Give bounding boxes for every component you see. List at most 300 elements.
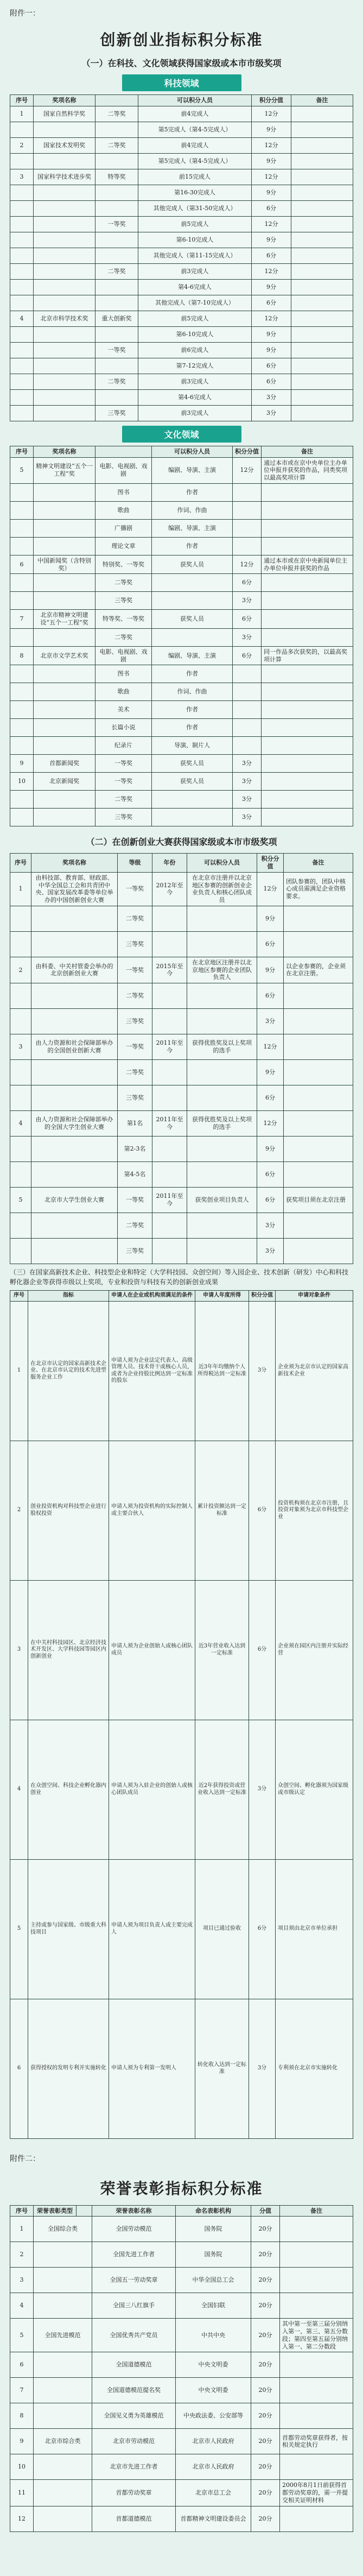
table-cell <box>34 295 95 311</box>
table-row <box>10 809 353 826</box>
table-cell <box>95 358 138 374</box>
table-cell: 4 <box>10 1111 31 1137</box>
table-row <box>10 646 353 665</box>
table-cell: 首都劳动奖章 <box>92 2480 176 2506</box>
table-cell <box>34 389 95 405</box>
table-cell: 9分 <box>257 1137 284 1162</box>
table-cell <box>34 326 95 342</box>
table-cell: 中华全国总工会 <box>176 2268 251 2293</box>
table-cell <box>187 906 257 931</box>
attachment-2-label: 附件二： <box>10 2155 40 2163</box>
table-cell: 20分 <box>251 2454 280 2480</box>
col-header <box>95 95 138 106</box>
col-header: 命名表彰机构 <box>176 2205 251 2217</box>
table-cell: 获奖人员 <box>152 755 233 773</box>
table-cell: 其他完成人（第31-50完成人） <box>138 200 252 216</box>
table-cell: 1 <box>10 106 34 122</box>
col-header: 积分分值 <box>252 95 291 106</box>
table-cell: 9 <box>10 2429 34 2454</box>
table-cell: 中国新闻奖（含特别奖） <box>34 555 95 574</box>
table-cell <box>152 983 187 1009</box>
table-cell <box>152 1060 187 1085</box>
table-row <box>10 216 353 232</box>
table-cell: 第2-3名 <box>118 1137 152 1162</box>
table-cell <box>10 483 34 501</box>
table-cell: 6分 <box>233 646 262 665</box>
table-cell <box>10 232 34 248</box>
table-cell: 8 <box>10 646 34 665</box>
table-cell <box>152 628 233 646</box>
table-cell <box>291 232 353 248</box>
table-cell: 20分 <box>251 2319 280 2352</box>
table-cell: 12 <box>10 2506 34 2531</box>
table-cell <box>34 501 95 519</box>
col-header: 可以积分人员 <box>187 854 257 873</box>
table-cell <box>152 809 233 826</box>
table-cell: 作者 <box>152 719 233 737</box>
table-cell: 3分 <box>257 1009 284 1034</box>
table-cell: 3分 <box>233 791 262 809</box>
table-cell <box>233 483 262 501</box>
table-row <box>10 1859 353 1999</box>
table-cell: 二等奖 <box>118 1213 152 1239</box>
table-cell <box>152 1239 187 1264</box>
table-cell: 作词、作曲 <box>152 501 233 519</box>
table-cell <box>152 574 233 592</box>
table-row <box>10 326 353 342</box>
table-cell <box>10 200 34 216</box>
table-cell <box>10 701 34 719</box>
col-header: 备注 <box>280 2205 353 2217</box>
table-cell: 3分 <box>233 809 262 826</box>
table-cell <box>291 169 353 185</box>
table-row <box>10 232 353 248</box>
table-cell: 其他完成人（第7-10完成人） <box>138 295 252 311</box>
table-row <box>10 1137 353 1162</box>
table-cell <box>34 2352 92 2378</box>
table-cell <box>34 2293 92 2319</box>
table-cell <box>34 737 95 755</box>
table-cell: 8 <box>10 2403 34 2429</box>
table-cell <box>291 311 353 326</box>
table-cell: 一等奖 <box>118 872 152 906</box>
table-cell <box>152 1137 187 1162</box>
table-cell: 国务院 <box>176 2242 251 2268</box>
table-cell <box>34 701 95 719</box>
section-2-heading: （二）在创新创业大赛获得国家级或本市市级奖项 <box>86 837 277 848</box>
table-cell: 第5完成人（第4-5完成人） <box>138 122 252 137</box>
table-row <box>10 358 353 374</box>
table-cell: 北京市综合类 <box>34 2429 92 2454</box>
table-cell: 全国三八红旗手 <box>92 2293 176 2319</box>
table-cell: 获奖项目须在北京注册 <box>284 1188 353 1213</box>
table-cell: 第4-6完成人 <box>138 389 252 405</box>
table-cell: 4 <box>10 1720 28 1859</box>
table-cell: 20分 <box>251 2268 280 2293</box>
table-cell <box>284 931 353 957</box>
table-row <box>10 311 353 326</box>
table-cell: 编剧、导演、主演 <box>152 457 233 483</box>
table-cell: 全国道德模范提名奖 <box>92 2378 176 2403</box>
table-cell <box>262 610 353 629</box>
table-cell: 作者 <box>152 537 233 555</box>
table-cell: 全国道德模范 <box>92 2352 176 2378</box>
table-row <box>10 263 353 279</box>
table-row <box>10 2217 353 2242</box>
table-cell <box>10 326 34 342</box>
table-cell <box>284 1137 353 1162</box>
table-cell <box>262 665 353 683</box>
table-cell <box>284 906 353 931</box>
table-cell <box>187 1239 257 1264</box>
table-row <box>10 2506 353 2531</box>
table-cell: 5 <box>10 1859 28 1999</box>
table-cell <box>95 232 138 248</box>
table-cell <box>291 295 353 311</box>
table-cell <box>34 2403 92 2429</box>
table-cell: 特等奖、一等奖 <box>95 610 152 629</box>
table-cell: 3分 <box>233 592 262 610</box>
table-cell: 前5完成人 <box>138 216 252 232</box>
table-cell <box>10 185 34 200</box>
table-cell <box>34 342 95 358</box>
table-cell: 在北京市注册并以北京地区参赛的创新创业企业负责人和核心团队成员 <box>187 872 257 906</box>
table-cell: 2 <box>10 1441 28 1580</box>
table-cell: 4 <box>10 311 34 326</box>
table-row <box>10 931 353 957</box>
table-cell: 北京市科学技术奖 <box>34 311 95 326</box>
table-cell: 二等奖 <box>95 791 152 809</box>
table-cell: 通过本市或在京中央新闻单位主办单位申报并获奖的作品 <box>262 555 353 574</box>
table-cell: 近3年年均缴纳个人所得税达到一定标准 <box>195 1301 249 1441</box>
table-cell: 北京市劳动模范 <box>92 2429 176 2454</box>
table-cell: 北京新闻奖 <box>34 773 95 791</box>
table-cell: 前4完成人 <box>138 106 252 122</box>
col-header: 序号 <box>10 2205 34 2217</box>
table-cell <box>291 106 353 122</box>
table-cell <box>152 592 233 610</box>
table-cell: 第4-6完成人 <box>138 279 252 295</box>
table-cell: 二等奖 <box>95 263 138 279</box>
table-row <box>10 1085 353 1111</box>
table-cell: 12分 <box>233 457 262 483</box>
table-row <box>10 2429 353 2454</box>
table-cell: 12分 <box>252 137 291 153</box>
table-cell <box>262 574 353 592</box>
band-science: 科技领域 <box>122 74 241 91</box>
table-cell <box>10 295 34 311</box>
table-cell <box>34 200 95 216</box>
table-cell <box>187 1137 257 1162</box>
table-cell <box>10 1060 31 1085</box>
table-cell <box>31 1239 118 1264</box>
table-cell <box>10 153 34 169</box>
table-cell <box>34 791 95 809</box>
table-cell <box>233 501 262 519</box>
table-cell: 6分 <box>252 374 291 389</box>
table-row <box>10 1034 353 1060</box>
col-header: 积分分值 <box>257 854 284 873</box>
table-cell <box>187 1060 257 1085</box>
table-cell: 2 <box>10 137 34 153</box>
table-cell: 获得优胜奖及以上奖项的选手 <box>187 1111 257 1137</box>
table-row <box>10 983 353 1009</box>
table-cell: 3 <box>10 1580 28 1720</box>
table-cell: 前4完成人 <box>138 137 252 153</box>
table-cell <box>262 701 353 719</box>
table-cell <box>34 683 95 701</box>
table-cell <box>10 931 31 957</box>
table-cell: 6分 <box>257 983 284 1009</box>
table-row <box>10 1009 353 1034</box>
table-cell <box>262 592 353 610</box>
table-cell: 一等奖 <box>95 755 152 773</box>
table-cell <box>34 2506 92 2531</box>
col-header: 积分分值 <box>249 1291 276 1302</box>
table-cell: 精神文明建设“五个一工程”奖 <box>34 457 95 483</box>
table-cell <box>34 2242 92 2268</box>
table-cell <box>280 2242 353 2268</box>
table-row <box>10 122 353 137</box>
table-cell <box>34 592 95 610</box>
table-cell: 20分 <box>251 2429 280 2454</box>
table-cell <box>152 1213 187 1239</box>
table-cell <box>34 483 95 501</box>
table-cell: 二等奖 <box>95 374 138 389</box>
table-cell: 12分 <box>252 216 291 232</box>
table-row <box>10 574 353 592</box>
table-cell: 作词、作曲 <box>152 683 233 701</box>
table-cell: 团队参赛的，团队中核心成员需满足企业资格要求。 <box>284 872 353 906</box>
table-cell <box>31 906 118 931</box>
table-cell <box>291 185 353 200</box>
table-cell: 2000年8月1日前获得首都劳动奖章的，需一并提交相关证明材料 <box>280 2480 353 2506</box>
table-cell <box>152 1009 187 1034</box>
table-cell <box>10 1239 31 1264</box>
table-cell: 企业须为北京市认定的国家高新技术企业 <box>276 1301 353 1441</box>
table-cell: 3分 <box>249 1720 276 1859</box>
table-cell: 二等奖 <box>95 628 152 646</box>
table-cell: 2011年至今 <box>152 1188 187 1213</box>
table-cell <box>10 248 34 263</box>
table-row <box>10 1188 353 1213</box>
col-header: 年份 <box>152 854 187 873</box>
table-cell <box>291 342 353 358</box>
table-cell <box>187 983 257 1009</box>
table-cell: 近3年营业收入达到一定标准 <box>195 1580 249 1720</box>
table-cell <box>152 906 187 931</box>
table-row <box>10 773 353 791</box>
col-header: 序号 <box>10 854 31 873</box>
table-cell: 获得优胜奖及以上奖项的选手 <box>187 1034 257 1060</box>
table-cell: 编剧、导演、主演 <box>152 646 233 665</box>
table-cell <box>31 1009 118 1034</box>
table-cell: 获奖人员 <box>152 610 233 629</box>
table-cell <box>31 931 118 957</box>
table-cell <box>34 809 95 826</box>
table-cell: 前15完成人 <box>138 169 252 185</box>
table-cell <box>280 2217 353 2242</box>
table-cell <box>291 263 353 279</box>
table-cell: 在众创空间、科技企业孵化器内创业 <box>28 1720 109 1859</box>
table-cell <box>34 2378 92 2403</box>
table-cell <box>34 358 95 374</box>
table-cell: 5 <box>10 2319 34 2352</box>
col-header: 备注 <box>291 95 353 106</box>
table-cell: 在北京市认定的国家高新技术企业、在北京市认定的技术先进型服务企业工作 <box>28 1301 109 1441</box>
table-cell: 6分 <box>252 358 291 374</box>
table-cell: 北京市人民政府 <box>176 2429 251 2454</box>
table-cell: 20分 <box>251 2217 280 2242</box>
table-cell: 3分 <box>252 405 291 421</box>
table-row <box>10 1720 353 1859</box>
col-header: 序号 <box>10 1291 28 1302</box>
table-row <box>10 2403 353 2429</box>
table-cell: 9分 <box>252 153 291 169</box>
table-cell: 12分 <box>257 1111 284 1137</box>
table-cell: 3分 <box>249 1999 276 2138</box>
table-cell: 4 <box>10 2293 34 2319</box>
table-row <box>10 1301 353 1441</box>
col-header: 可以积分人员 <box>138 95 252 106</box>
table-cell: 获奖创业项目负责人 <box>187 1188 257 1213</box>
table-row <box>10 628 353 646</box>
table-cell <box>262 719 353 737</box>
table-cell <box>34 719 95 737</box>
table-cell <box>34 537 95 555</box>
table-cell <box>95 279 138 295</box>
table-cell: 歌曲 <box>95 683 152 701</box>
table-cell: 国务院 <box>176 2217 251 2242</box>
table-row <box>10 2454 353 2480</box>
table-cell <box>291 389 353 405</box>
table-row <box>10 683 353 701</box>
table-cell <box>284 1009 353 1034</box>
table-cell: 7 <box>10 2378 34 2403</box>
table-cell: 6分 <box>233 574 262 592</box>
table-cell <box>10 791 34 809</box>
table-row <box>10 537 353 555</box>
table-cell: 三等奖 <box>95 809 152 826</box>
table-cell: 获奖人员 <box>152 773 233 791</box>
table-cell: 10 <box>10 773 34 791</box>
table-cell <box>34 122 95 137</box>
table-cell: 9分 <box>257 957 284 983</box>
table-cell: 6分 <box>257 1162 284 1188</box>
col-header: 奖项名称 <box>31 854 118 873</box>
table-cell <box>10 906 31 931</box>
table-row <box>10 872 353 906</box>
table-cell <box>280 2293 353 2319</box>
table-cell <box>10 122 34 137</box>
table-cell <box>34 185 95 200</box>
table-cell: 2 <box>10 2242 34 2268</box>
innovation-table <box>10 1290 353 2139</box>
table-cell <box>34 2480 92 2506</box>
table-cell <box>34 405 95 421</box>
table-cell: 6 <box>10 555 34 574</box>
table-cell: 20分 <box>251 2293 280 2319</box>
table-cell: 全国优秀共产党员 <box>92 2319 176 2352</box>
table-cell: 中央政法委、公安部等 <box>176 2403 251 2429</box>
table-cell: 广播剧 <box>95 519 152 537</box>
table-row <box>10 2319 353 2352</box>
col-header: 申请人在企业或机构须满足的条件 <box>109 1291 195 1302</box>
table-row <box>10 519 353 537</box>
table-cell: 3 <box>10 2268 34 2293</box>
col-header: 积分分值 <box>233 446 262 457</box>
table-cell: 近2年获得投资或营业收入达到一定标准 <box>195 1720 249 1859</box>
table-row <box>10 106 353 122</box>
table-cell: 申请人须为企业创始人或核心团队成员 <box>109 1580 195 1720</box>
table-cell: 3分 <box>249 1301 276 1441</box>
col-header: 奖项名称 <box>34 446 95 457</box>
table-cell: 纪录片 <box>95 737 152 755</box>
table-cell: 众创空间、孵化器须为国家级或市级认定 <box>276 1720 353 1859</box>
table-row <box>10 457 353 483</box>
table-cell: 9分 <box>252 342 291 358</box>
table-cell: 5 <box>10 457 34 483</box>
table-cell: 12分 <box>257 1034 284 1060</box>
table-cell <box>152 931 187 957</box>
table-cell <box>10 342 34 358</box>
table-row <box>10 295 353 311</box>
table-cell: 项目已通过验收 <box>195 1859 249 1999</box>
table-cell <box>291 153 353 169</box>
table-cell: 全国先进模范 <box>34 2319 92 2352</box>
table-cell: 全国先进工作者 <box>92 2242 176 2268</box>
col-header: 备注 <box>262 446 353 457</box>
table-cell: 3 <box>10 1034 31 1060</box>
table-cell: 一等奖 <box>95 216 138 232</box>
table-cell: 转化收入达到一定标准 <box>195 1999 249 2138</box>
table-cell <box>284 1085 353 1111</box>
table-cell: 申请人须为项目负责人或主要完成人 <box>109 1859 195 1999</box>
table-cell: 获奖人员 <box>152 555 233 574</box>
table-cell: 第7-12完成人 <box>138 358 252 374</box>
table-cell: 北京市大学生创业大赛 <box>31 1188 118 1213</box>
table-cell <box>10 719 34 737</box>
table-cell: 9分 <box>257 1060 284 1085</box>
table-cell: 理论文章 <box>95 537 152 555</box>
col-header: 分值 <box>251 2205 280 2217</box>
table-cell: 国家自然科学奖 <box>34 106 95 122</box>
table-cell <box>95 248 138 263</box>
table-cell: 一等奖 <box>118 1034 152 1060</box>
table-row <box>10 737 353 755</box>
table-cell: 6分 <box>249 1859 276 1999</box>
table-cell: 6分 <box>257 1085 284 1111</box>
table-cell <box>34 374 95 389</box>
table-cell <box>31 1060 118 1085</box>
table-cell <box>10 501 34 519</box>
table-cell: 导演、制片人 <box>152 737 233 755</box>
table-cell: 9分 <box>252 185 291 200</box>
table-cell: 6分 <box>257 931 284 957</box>
table-cell: 电影、电视剧、戏剧 <box>95 457 152 483</box>
table-cell: 3分 <box>233 755 262 773</box>
table-row <box>10 342 353 358</box>
honor-title: 荣誉表彰指标积分标准 <box>100 2179 263 2198</box>
table-cell: 20分 <box>251 2242 280 2268</box>
table-cell: 前6完成人 <box>138 342 252 358</box>
table-cell: 北京市文学艺术奖 <box>34 646 95 665</box>
table-cell: 6分 <box>249 1441 276 1580</box>
table-cell: 编剧、导演、主演 <box>152 519 233 537</box>
table-cell <box>280 2352 353 2378</box>
table-cell <box>34 628 95 646</box>
table-cell: 企业须在园区内注册并实际经营 <box>276 1580 353 1720</box>
